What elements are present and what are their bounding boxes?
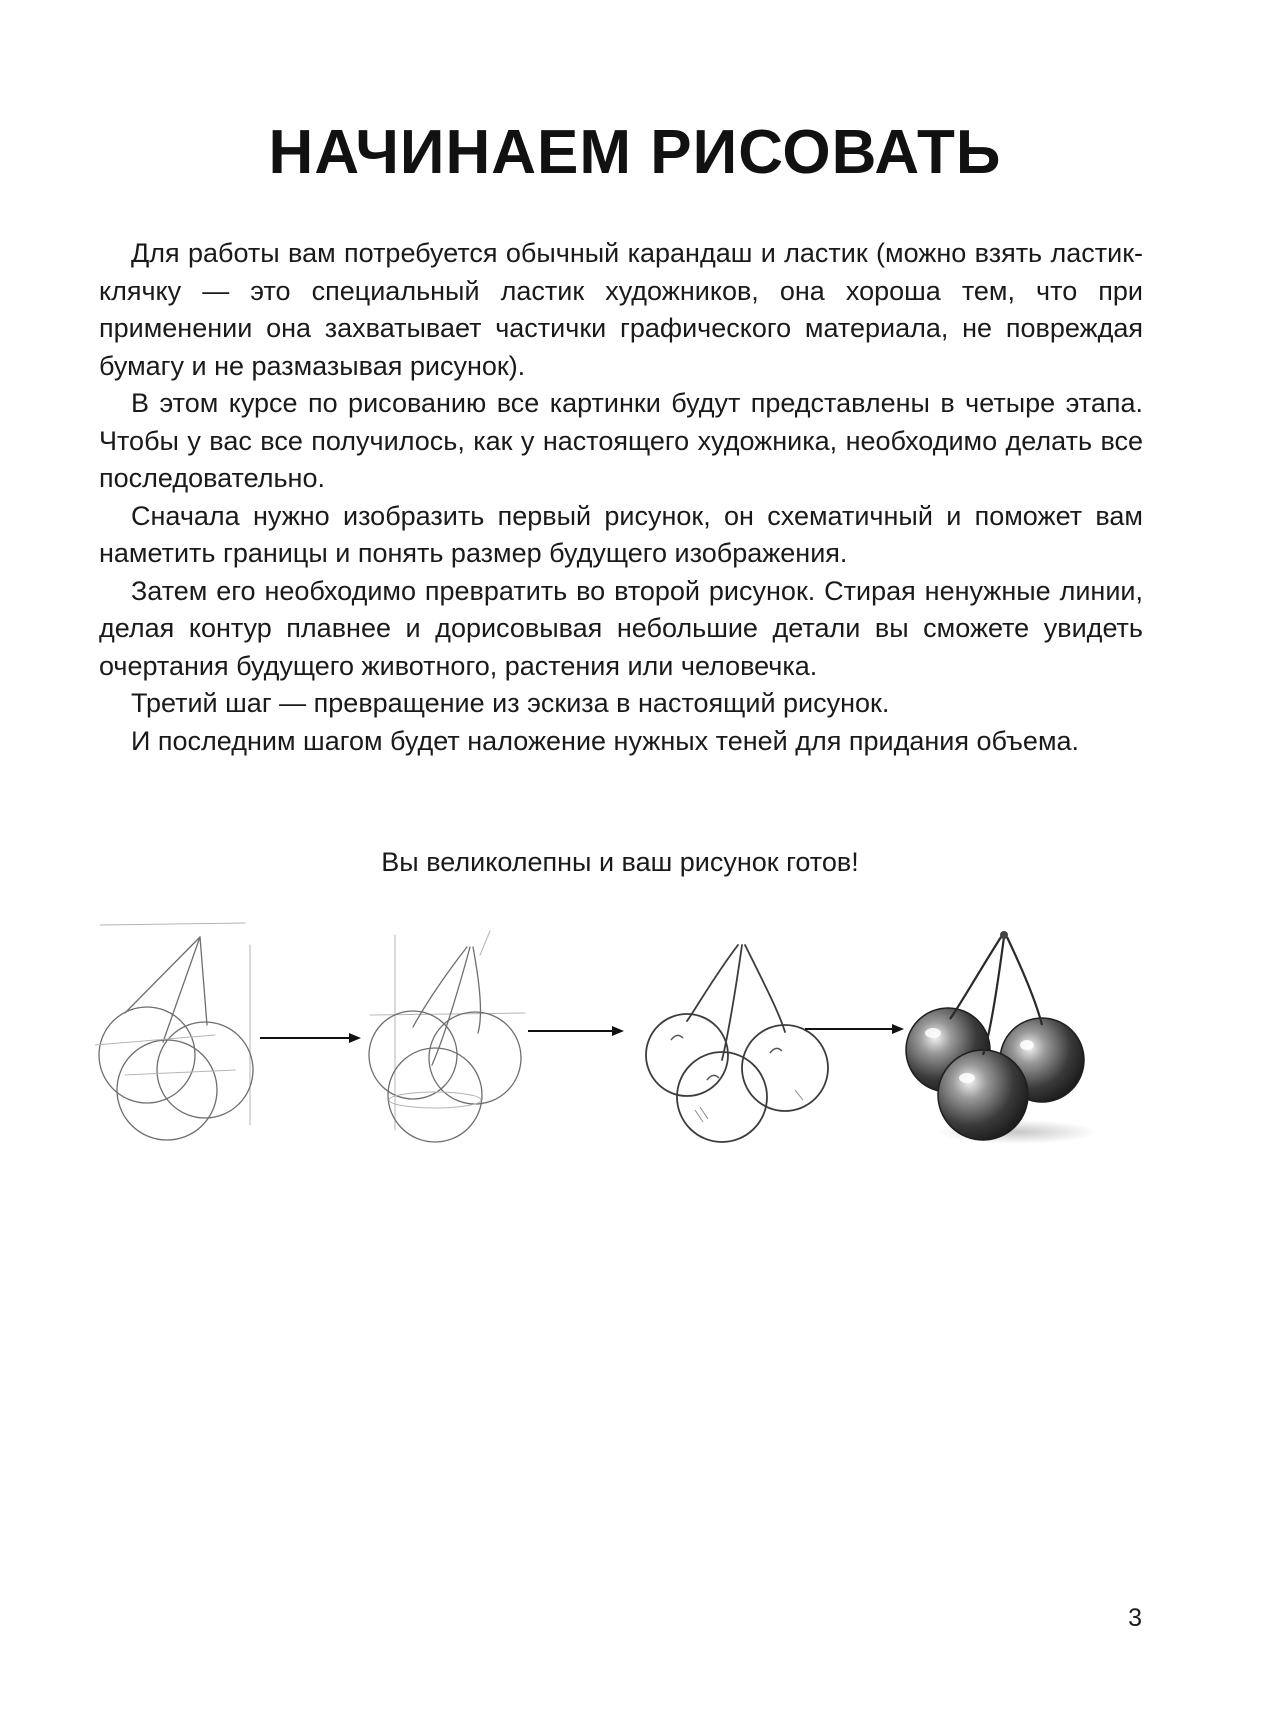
step-4-shading [906, 931, 1097, 1144]
page-number: 3 [1128, 1604, 1142, 1632]
paragraph-stages: В этом курсе по рисованию все картинки будут представлены в четыре этапа. Чтобы у вас все получилось, как у настоящего художника, необходимо делать все последовательно. [99, 388, 1143, 493]
arrow-2 [528, 1026, 624, 1036]
paragraph-first-step: Сначала нужно изобразить первый рисунок, он схематичный и поможет вам наметить границы и понять размер будущего изображения. [99, 500, 1143, 568]
paragraph-materials: Для работы вам потребуется обычный карандаш и ластик (можно взять ластик-клячку — это специальный ластик художников, она хороша тем, что при применении она захватывает частички графического материала, не повреждая бумагу и не размазывая рисунок). [99, 238, 1143, 381]
paragraph-third-step: Третий шаг — превращение из эскиза в настоящий рисунок. [131, 688, 890, 718]
step-2-outline [369, 931, 525, 1142]
closing-line: Вы великолепны и ваш рисунок готов! [381, 847, 859, 877]
arrow-1 [260, 1033, 361, 1043]
paragraph-second-step: Затем его необходимо превратить во второй рисунок. Стирая ненужные линии, делая контур плавнее и дорисовывая небольшие детали вы сможете увидеть очертания будущего животного, растения или человечка. [99, 575, 1143, 681]
arrow-3 [805, 1024, 904, 1034]
cherry-steps-illustration [95, 895, 1155, 1145]
page-title: НАЧИНАЕМ РИСОВАТЬ [268, 118, 1002, 187]
step-3-drawing [646, 945, 828, 1142]
paragraph-last-step: И последним шагом будет наложение нужных теней для придания объема. [131, 725, 1080, 756]
step-1-construction [95, 923, 253, 1140]
body-text [99, 235, 1143, 760]
